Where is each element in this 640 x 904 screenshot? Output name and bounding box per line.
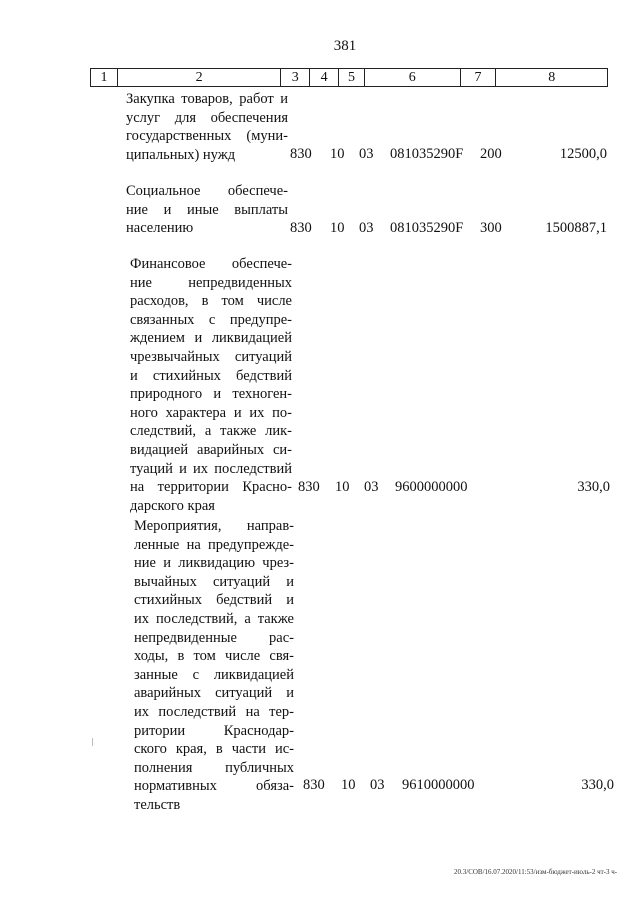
row-3-line: на территории Красно- xyxy=(130,479,292,496)
row-4-line: тельств xyxy=(134,796,181,813)
row-3-line: ние непредвиденных xyxy=(130,274,292,291)
row-2-line: населению xyxy=(126,220,194,237)
row-3-line: природного и техноген- xyxy=(130,386,292,403)
row-4-line: ние и ликвидацию чрез- xyxy=(134,555,294,572)
header-col-5: 5 xyxy=(339,69,365,86)
header-col-6: 6 xyxy=(365,69,461,86)
row-1-col4: 10 xyxy=(330,146,345,162)
row-1-col8: 12500,0 xyxy=(559,146,607,162)
row-1-col6: 081035290F xyxy=(390,146,464,162)
header-col-1: 1 xyxy=(91,69,118,86)
row-4-line: вычайных ситуаций и xyxy=(134,573,294,590)
row-2-col8: 1500887,1 xyxy=(545,220,607,236)
row-2-col4: 10 xyxy=(330,220,345,236)
row-3-line: связанных с предупре- xyxy=(130,311,292,328)
row-3-col8: 330,0 xyxy=(577,479,610,495)
row-4-col4: 10 xyxy=(341,777,356,793)
row-1-col7: 200 xyxy=(480,146,502,162)
row-1-line: услуг для обеспечения xyxy=(126,109,288,126)
row-3-col4: 10 xyxy=(335,479,350,495)
row-4-col5: 03 xyxy=(370,777,385,793)
page-number: 381 xyxy=(333,38,357,54)
row-4-col8: 330,0 xyxy=(581,777,614,793)
row-3-col6: 9600000000 xyxy=(395,479,468,495)
row-1-line: государственных (муни- xyxy=(126,128,288,145)
row-4-line: непредвиденные рас- xyxy=(134,629,294,646)
row-3-line: ного характера и их по- xyxy=(130,404,292,421)
header-col-8: 8 xyxy=(548,70,556,85)
row-3-line: и стихийных бедствий xyxy=(130,367,292,384)
row-4-col6: 9610000000 xyxy=(402,777,475,793)
row-4-line: ритории Краснодар- xyxy=(134,722,294,739)
footer-doc-id: 20.3/СОВ/16.07.2020/11:53/изм-бюджет-июль-2 чт-3 ч- xyxy=(454,868,618,876)
row-3-line: следствий, а также лик- xyxy=(130,423,292,440)
row-4-description xyxy=(134,517,294,815)
row-3-line: расходов, в том числе xyxy=(130,293,292,310)
row-3-line: дарского края xyxy=(130,497,215,514)
row-1-line: ципальных) нужд xyxy=(126,146,236,163)
row-3-line: чрезвычайных ситуаций xyxy=(130,348,292,365)
row-4-line: полнения публичных xyxy=(134,759,294,776)
row-4-line: нормативных обяза- xyxy=(134,778,294,795)
row-4-line: стихийных бедствий и xyxy=(134,592,294,609)
row-2-col7: 300 xyxy=(480,220,502,236)
row-3-line: Финансовое обеспече- xyxy=(130,256,292,272)
row-4-line: ского края, в части ис- xyxy=(134,741,294,758)
row-3-line: ждением и ликвидацией xyxy=(130,330,292,347)
row-4-line: Мероприятия, направ- xyxy=(134,518,294,534)
header-col-4: 4 xyxy=(310,69,339,86)
row-2-line: Социальное обеспече- xyxy=(126,183,288,199)
row-1-col3: 830 xyxy=(290,146,312,162)
row-2-col5: 03 xyxy=(359,220,374,236)
row-2-line: ние и иные выплаты xyxy=(126,201,288,218)
row-4-line: их последствий на тер- xyxy=(134,703,294,720)
row-3-col3: 830 xyxy=(298,479,320,495)
row-3-line: видацией аварийных си- xyxy=(130,441,292,458)
row-4-line: их последствий, а также xyxy=(134,610,294,627)
row-2-description xyxy=(126,182,288,238)
row-4-line: ленные на предупрежде- xyxy=(134,536,294,553)
row-1-col5: 03 xyxy=(359,146,374,162)
row-3-description xyxy=(130,255,292,515)
row-4-line: занные с ликвидацией xyxy=(134,666,294,683)
row-4-line: аварийных ситуаций и xyxy=(134,685,294,702)
header-col-3: 3 xyxy=(281,69,310,86)
row-1-description xyxy=(126,90,288,164)
row-4-line: ходы, в том числе свя- xyxy=(134,648,294,665)
row-4-col3: 830 xyxy=(303,777,325,793)
header-col-7: 7 xyxy=(461,69,497,86)
row-2-col6: 081035290F xyxy=(390,220,464,236)
row-2-col3: 830 xyxy=(290,220,312,236)
header-col-2: 2 xyxy=(118,69,281,86)
table-header xyxy=(90,68,608,87)
row-3-col5: 03 xyxy=(364,479,379,495)
scan-mark xyxy=(92,738,93,746)
row-1-line: Закупка товаров, работ и xyxy=(126,91,288,107)
row-3-line: туаций и их последствий xyxy=(130,460,292,477)
